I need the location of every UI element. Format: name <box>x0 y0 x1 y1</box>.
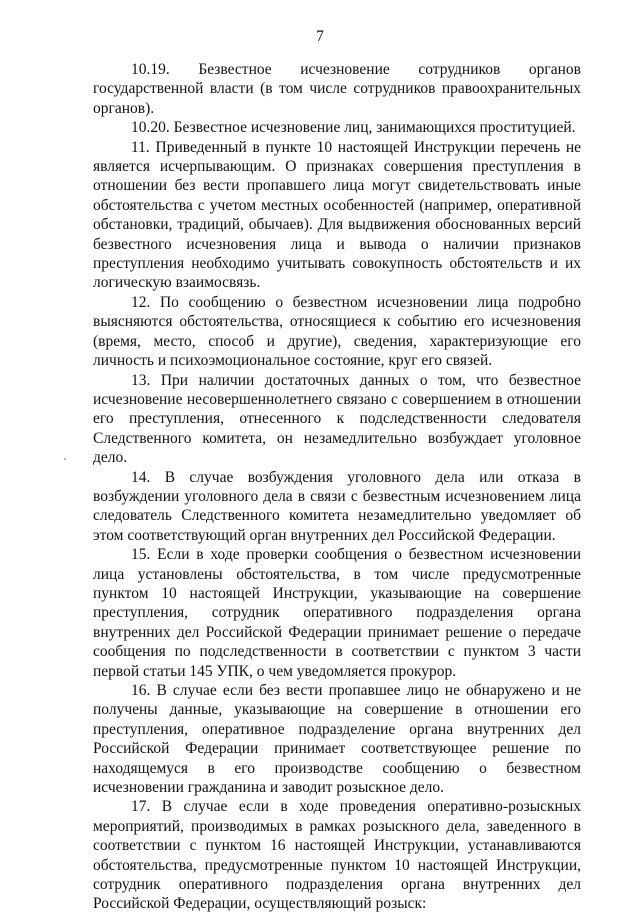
paragraph-15: 15. Если в ходе проверки сообщения о безвестном исчезновении лица установлены обстоятельства, в том числе предусмотренные пунктом 10 настоящей Инструкции, указывающие на совершение преступления, сотрудник оперативного подразделения органа внутренних дел Российской Федерации принимает решение о передаче сообщения по подследственности в соответствии с пунктом 3 части первой статьи 145 УПК, о чем уведомляется прокурор. <box>93 546 581 680</box>
scan-speck <box>64 458 66 460</box>
paragraph-14: 14. В случае возбуждения уголовного дела или отказа в возбуждении уголовного дела в связи с безвестным исчезновением лица следователь Следственного комитета незамедлительно уведомляет об этом соответствующий орган внутренних дел Российской Федерации. <box>93 468 581 544</box>
paragraph-10-19: 10.19. Безвестное исчезновение сотрудников органов государственной власти (в том числе сотрудников правоохранительных органов). <box>93 61 581 117</box>
paragraph-13: 13. При наличии достаточных данных о том, что безвестное исчезновение несовершеннолетнего связано с совершением в отношении его преступления, отнесенного к подследственности следователя Следственного комитета, он незамедлительно возбуждает уголовное дело. <box>93 371 581 467</box>
document-body <box>93 60 581 914</box>
paragraph-17: 17. В случае если в ходе проведения оперативно-розыскных мероприятий, производимых в рамках розыскного дела, заведенного в соответствии с пунктом 16 настоящей Инструкции, устанавливаются обстоятельства, предусмотренные пунктом 10 настоящей Инструкции, сотрудник оперативного подразделения органа внутренних дел Российской Федерации, осуществляющий розыск: <box>93 798 581 913</box>
paragraph-10-20: 10.20. Безвестное исчезновение лиц, занимающихся проституцией. <box>131 119 576 137</box>
paragraph-11: 11. Приведенный в пункте 10 настоящей Инструкции перечень не является исчерпывающим. О признаках совершения преступления в отношении без вести пропавшего лица могут свидетельствовать иные обстоятельства с учетом местных особенностей (например, оперативной обстановки, традиций, обычаев). Для выдвижения обоснованных версий безвестного исчезновения лица и вывода о наличии признаков преступления необходимо учитывать совокупность обстоятельств и их логическую взаимосвязь. <box>93 138 581 292</box>
page-number: 7 <box>316 28 324 45</box>
paragraph-16: 16. В случае если без вести пропавшее лицо не обнаружено и не получены данные, указывающие на совершение в отношении его преступления, оперативное подразделение органа внутренних дел Российской Федерации принимает соответствующее решение по находящемуся в его производстве сообщению о безвестном исчезновении гражданина и заводит розыскное дело. <box>93 682 581 797</box>
paragraph-12: 12. По сообщению о безвестном исчезновении лица подробно выясняются обстоятельства, относящиеся к событию его исчезновения (время, место, способ и другие), сведения, характеризующие его личность и психоэмоциональное состояние, круг его связей. <box>93 293 581 370</box>
